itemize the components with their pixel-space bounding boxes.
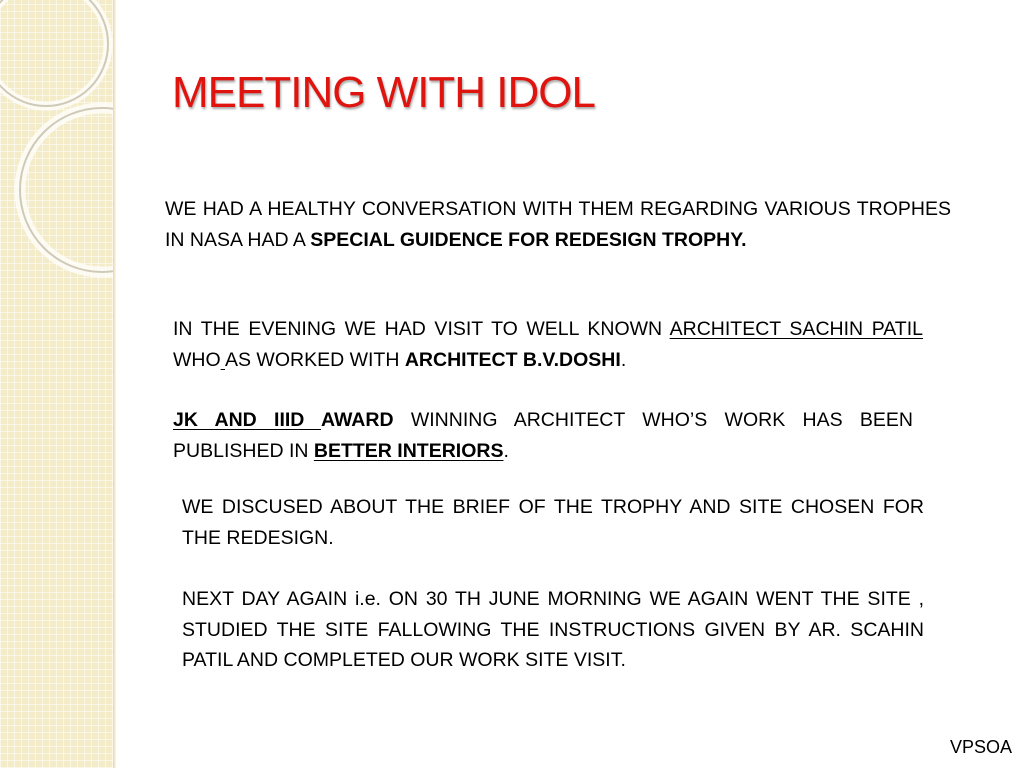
paragraph-award: JK AND IIID AWARD WINNING ARCHITECT WHO’S WORK HAS BEEN PUBLISHED IN BETTER INTERIORS. [173, 409, 913, 462]
sidebar-edge [113, 0, 116, 768]
slide-title: MEETING WITH IDOL [172, 68, 595, 117]
ring-ornament-icon [0, 0, 113, 768]
paragraph-conversation: WE HAD A HEALTHY CONVERSATION WITH THEM REGARDING VARIOUS TROPHES IN NASA HAD A SPECIAL GUIDENCE FOR REDESIGN TROPHY. [165, 198, 951, 251]
paragraph-next-day-visit: NEXT DAY AGAIN i.e. ON 30 TH JUNE MORNING WE AGAIN WENT THE SITE , STUDIED THE SITE FALLOWING THE INSTRUCTIONS GIVEN BY AR. SCAHIN PATIL AND COMPLETED OUR WORK SITE VISIT. [182, 588, 924, 671]
paragraph-evening-visit: IN THE EVENING WE HAD VISIT TO WELL KNOWN ARCHITECT SACHIN PATIL WHO AS WORKED WITH ARCHITECT B.V.DOSHI. [173, 318, 923, 371]
decorative-sidebar [0, 0, 113, 768]
footer-label: VPSOA [949, 737, 1012, 757]
paragraph-brief-discussion: WE DISCUSED ABOUT THE BRIEF OF THE TROPHY AND SITE CHOSEN FOR THE REDESIGN. [182, 496, 924, 549]
